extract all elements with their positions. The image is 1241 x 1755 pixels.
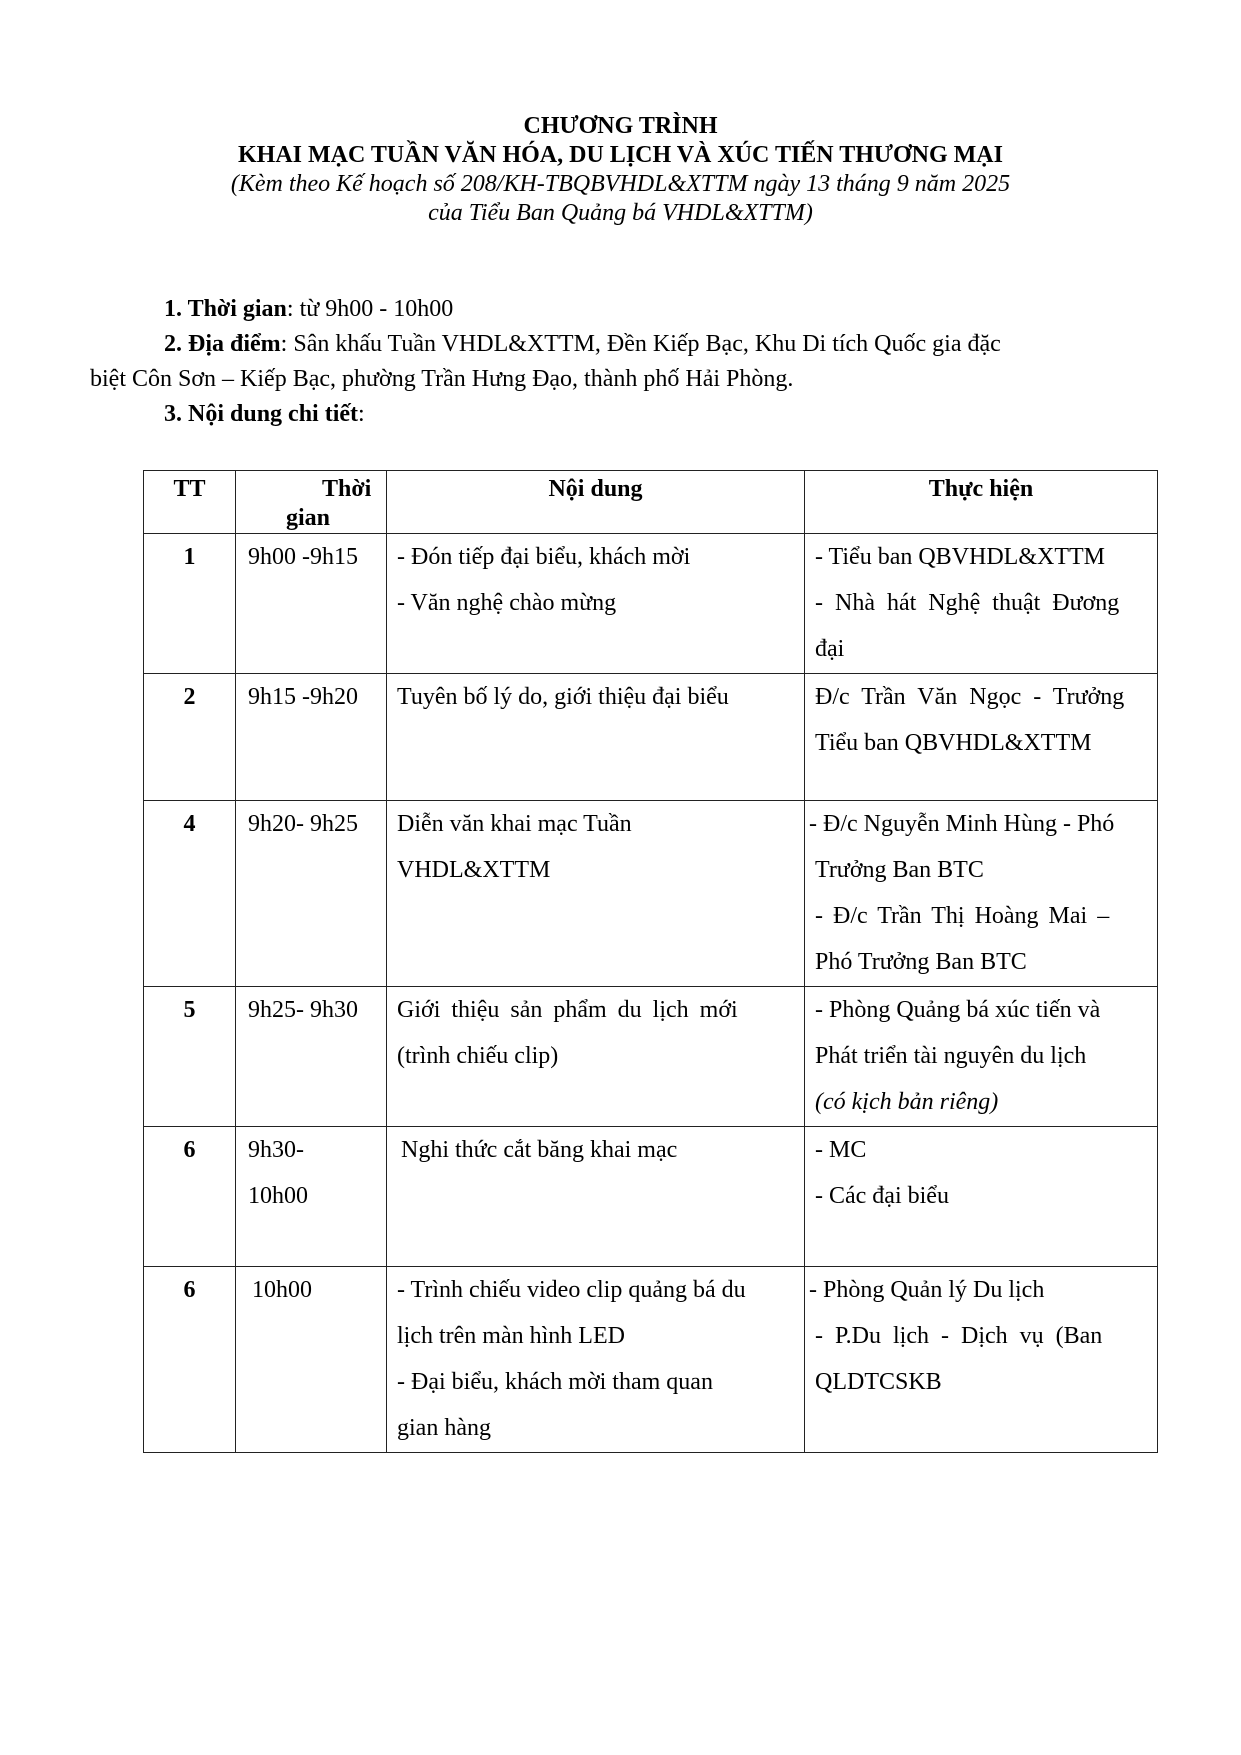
- row-tt: 6: [144, 1267, 236, 1453]
- exec-line: - Các đại biểu: [815, 1183, 949, 1209]
- time-line: 9h25- 9h30: [248, 997, 358, 1023]
- table-row: [144, 1267, 1158, 1453]
- row-time: [236, 1267, 387, 1453]
- section-place: [90, 327, 1115, 397]
- detail-label: 3. Nội dung chi tiết: [164, 401, 359, 427]
- row-tt: 4: [144, 801, 236, 987]
- content-line: VHDL&XTTM: [397, 857, 551, 883]
- row-time: [236, 801, 387, 987]
- content-line: Nghi thức cắt băng khai mạc: [401, 1137, 678, 1163]
- content-line: Tuyên bố lý do, giới thiệu đại biểu: [397, 684, 729, 710]
- row-content: [387, 534, 805, 674]
- table-row: [144, 801, 1158, 987]
- exec-line: (có kịch bản riêng): [815, 1089, 999, 1115]
- time-value: : từ 9h00 - 10h00: [286, 296, 454, 322]
- row-time: [236, 534, 387, 674]
- document-title: CHƯƠNG TRÌNH: [523, 113, 718, 139]
- exec-line: - Phòng Quản lý Du lịch: [809, 1277, 1045, 1303]
- table-row: [144, 534, 1158, 674]
- reference-line-2: của Tiểu Ban Quảng bá VHDL&XTTM): [428, 200, 813, 226]
- content-line: - Đón tiếp đại biểu, khách mời: [397, 544, 691, 570]
- table-row: [144, 674, 1158, 801]
- row-content: [387, 801, 805, 987]
- row-exec: [805, 534, 1158, 674]
- exec-line: QLDTCSKB: [815, 1369, 942, 1395]
- section-time: [90, 292, 1115, 327]
- document-header: [0, 112, 1241, 228]
- time-label: 1. Thời gian: [164, 296, 287, 322]
- row-exec: [805, 987, 1158, 1127]
- time-line: 9h20- 9h25: [248, 811, 358, 837]
- header-tt: TT: [144, 471, 236, 534]
- exec-line: Phó Trưởng Ban BTC: [815, 949, 1027, 975]
- header-exec: Thực hiện: [805, 471, 1158, 534]
- exec-line: - P.Du lịch - Dịch vụ (Ban: [815, 1323, 1103, 1349]
- row-tt: 5: [144, 987, 236, 1127]
- content-line: - Trình chiếu video clip quảng bá du: [397, 1277, 746, 1303]
- document-subtitle: KHAI MẠC TUẦN VĂN HÓA, DU LỊCH VÀ XÚC TIẾN THƯƠNG MẠI: [238, 142, 1003, 168]
- exec-line: Tiểu ban QBVHDL&XTTM: [815, 730, 1092, 756]
- row-time: [236, 987, 387, 1127]
- section-detail: [90, 397, 1115, 432]
- content-line: - Văn nghệ chào mừng: [397, 590, 617, 616]
- row-time: [236, 674, 387, 801]
- row-content: [387, 674, 805, 801]
- row-exec: [805, 1127, 1158, 1267]
- header-time-line1: Thời: [322, 476, 372, 502]
- exec-line: - Phòng Quảng bá xúc tiến và: [815, 997, 1101, 1023]
- table-header-row: [144, 471, 1158, 534]
- place-value-1: : Sân khấu Tuần VHDL&XTTM, Đền Kiếp Bạc, Khu Di tích Quốc gia đặc: [280, 331, 1001, 357]
- row-content: [387, 1127, 805, 1267]
- exec-line: Trưởng Ban BTC: [815, 857, 984, 883]
- row-content: [387, 987, 805, 1127]
- exec-line: Đ/c Trần Văn Ngọc - Trưởng: [815, 684, 1125, 710]
- content-line: - Đại biểu, khách mời tham quan: [397, 1369, 713, 1395]
- exec-line: - Đ/c Nguyễn Minh Hùng - Phó: [809, 811, 1115, 837]
- time-line: 10h00: [252, 1277, 312, 1303]
- exec-line: Phát triển tài nguyên du lịch: [815, 1043, 1087, 1069]
- exec-line: đại: [815, 636, 845, 662]
- reference-line-1: (Kèm theo Kế hoạch số 208/KH-TBQBVHDL&XTTM ngày 13 tháng 9 năm 2025: [230, 171, 1011, 197]
- content-line: Giới thiệu sản phẩm du lịch mới: [397, 997, 738, 1023]
- row-exec: [805, 1267, 1158, 1453]
- header-time-line2: gian: [286, 505, 331, 531]
- row-time: [236, 1127, 387, 1267]
- time-line: 9h15 -9h20: [248, 684, 358, 710]
- place-label: 2. Địa điểm: [164, 331, 281, 357]
- row-tt: 2: [144, 674, 236, 801]
- content-line: lịch trên màn hình LED: [397, 1323, 625, 1349]
- time-line: 10h00: [248, 1183, 308, 1209]
- table-row: [144, 1127, 1158, 1267]
- exec-line: - Đ/c Trần Thị Hoàng Mai –: [815, 903, 1110, 929]
- content-line: Diễn văn khai mạc Tuần: [397, 811, 632, 837]
- time-line: 9h30-: [248, 1137, 304, 1163]
- row-tt: 6: [144, 1127, 236, 1267]
- row-tt: 1: [144, 534, 236, 674]
- exec-line: - Tiểu ban QBVHDL&XTTM: [815, 544, 1106, 570]
- program-table: [143, 470, 1158, 1453]
- content-line: (trình chiếu clip): [397, 1043, 559, 1069]
- content-line: gian hàng: [397, 1415, 491, 1441]
- table-row: [144, 987, 1158, 1127]
- exec-line: - Nhà hát Nghệ thuật Đương: [815, 590, 1120, 616]
- header-content: Nội dung: [387, 471, 805, 534]
- row-content: [387, 1267, 805, 1453]
- header-time: [236, 471, 387, 534]
- place-value-2: biệt Côn Sơn – Kiếp Bạc, phường Trần Hưng Đạo, thành phố Hải Phòng.: [90, 366, 794, 392]
- row-exec: [805, 674, 1158, 801]
- time-line: 9h00 -9h15: [248, 544, 358, 570]
- exec-line: - MC: [815, 1137, 867, 1163]
- row-exec: [805, 801, 1158, 987]
- detail-colon: :: [358, 401, 365, 427]
